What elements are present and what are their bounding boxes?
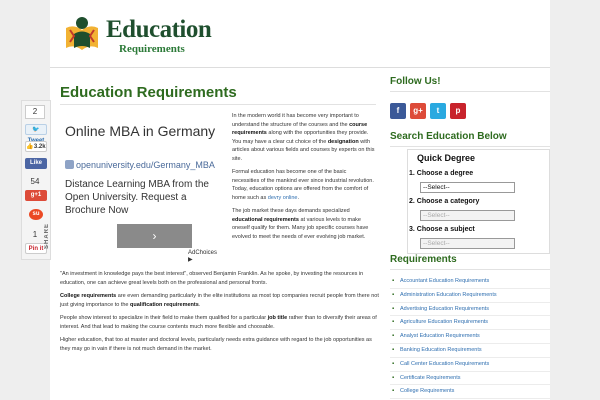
pinterest-icon: Pin it (28, 246, 44, 252)
list-item-label: Call Center Education Requirements (400, 360, 490, 367)
step-2-label: 2. Choose a category (409, 198, 480, 205)
intro-text-1: In the modern world it has become very important to understand the structure of the courses and the (232, 113, 359, 128)
body-text-3-end: rather than to diversify their areas of interest. And that lead to making the course contents much more flexible and choosable. (60, 315, 377, 330)
logo-title[interactable]: Education (106, 16, 212, 43)
intro-paragraph-1 (232, 112, 375, 163)
search-section (390, 131, 550, 147)
requirements-heading: Requirements (390, 254, 457, 265)
intro-paragraph-2 (232, 168, 375, 202)
ad-title[interactable]: Online MBA in Germany (65, 123, 216, 139)
requirements-list (390, 275, 550, 399)
category-select[interactable]: --Select-- (420, 210, 515, 221)
gplus-icon[interactable]: g+ (410, 103, 426, 119)
intro-bold-3: educational requirements (232, 216, 299, 223)
body-paragraph-4: Higher education, that too at master and doctoral levels, particularly needs extra guidance with regard to the job opportunities as they may go in vain if there is not much demand in the market. (60, 337, 372, 352)
page-title: Education Requirements (60, 84, 237, 101)
facebook-icon[interactable]: f (390, 103, 406, 119)
title-divider (60, 104, 376, 105)
facebook-like-button[interactable] (25, 158, 47, 169)
gplus-button[interactable] (25, 190, 47, 201)
list-item-label: Banking Education Requirements (400, 346, 482, 353)
gplus-count: 54 (30, 177, 40, 186)
ad-url-text: openuniversity.edu/Germany_MBA (76, 160, 215, 170)
bullet-icon: ▪ (392, 333, 395, 340)
ad-next-button[interactable] (117, 224, 192, 248)
pin-count: 1 (32, 230, 38, 239)
body-text-2-end: . (198, 301, 201, 308)
share-total-count: 2 (25, 105, 45, 119)
bullet-icon: ▪ (392, 374, 395, 381)
bullet-icon: ▪ (392, 319, 395, 326)
stumbleupon-button[interactable] (29, 209, 43, 220)
intro-bold-1: course requirements (232, 121, 368, 136)
chevron-right-icon: › (152, 229, 157, 243)
degree-select[interactable]: --Select-- (420, 182, 515, 193)
list-item-label: Analyst Education Requirements (400, 333, 480, 340)
sidebar (390, 76, 550, 395)
pinterest-icon[interactable]: p (450, 103, 466, 119)
intro-text-2: along with the opportunities they provide. You may have a clear cut choice of the (232, 130, 369, 145)
requirements-divider (390, 269, 550, 270)
body-text-3: People show interest to specialize in their field to make them qualified for a particular (60, 315, 267, 321)
bullet-icon: ▪ (392, 346, 395, 353)
step-1-label: 1. Choose a degree (409, 170, 474, 177)
list-item[interactable] (390, 330, 550, 344)
list-item[interactable] (390, 344, 550, 358)
search-divider (390, 146, 550, 147)
bullet-icon: ▪ (392, 388, 395, 395)
intro-column (232, 112, 375, 246)
list-item-label: Accountant Education Requirements (400, 278, 490, 284)
list-item[interactable] (390, 385, 550, 399)
intro-bold-2: designation (327, 138, 359, 145)
stumbleupon-icon: su (32, 211, 40, 217)
search-heading: Search Education Below (390, 131, 507, 142)
bullet-icon: ▪ (392, 278, 395, 284)
adchoices-icon[interactable]: AdChoices ▶ (188, 250, 218, 263)
ad-description: Distance Learning MBA from the Open University. Request a Brochure Now (65, 179, 209, 216)
body-bold-2: qualification requirements (130, 301, 199, 308)
list-item[interactable] (390, 372, 550, 386)
devry-online-link[interactable]: devry online (267, 194, 298, 201)
body-paragraph-2 (60, 292, 380, 309)
list-item-label: Agriculture Education Requirements (400, 319, 489, 326)
list-item-label: College Requirements (400, 388, 455, 395)
body-text-2: are even demanding particularly in the elite institutions as most top companies recruit people from there not just giving importance to the (60, 293, 379, 308)
bullet-icon: ▪ (392, 291, 395, 298)
intro-text-3: with articles about various fields and courses by experts on this site. (232, 138, 375, 162)
list-item[interactable] (390, 303, 550, 317)
ad-url[interactable] (65, 160, 215, 170)
follow-heading: Follow Us! (390, 76, 441, 87)
twitter-icon[interactable]: t (430, 103, 446, 119)
body-paragraph-3 (60, 314, 380, 331)
body-bold-3: job title (267, 315, 288, 321)
bullet-icon: ▪ (392, 360, 395, 367)
like-count: 3.2k (33, 144, 46, 150)
intro-text-5: . (297, 194, 299, 201)
body-bold-1: College requirements (60, 293, 117, 299)
gplus-icon: g+1 (30, 192, 42, 198)
step-3-label: 3. Choose a subject (409, 226, 475, 233)
site-header (50, 0, 550, 68)
tweet-button[interactable] (25, 124, 47, 135)
share-bar (21, 100, 51, 260)
subject-select[interactable]: --Select-- (420, 238, 515, 249)
like-count-button[interactable] (25, 141, 47, 152)
list-item-label: Administration Education Requirements (400, 291, 497, 298)
list-item[interactable] (390, 275, 550, 289)
logo-reader-icon[interactable] (64, 14, 100, 54)
ad-unit[interactable] (58, 114, 221, 262)
body-paragraph-1: "An investment in knowledge pays the best interest", observed Benjamin Franklin. As he spoke, by investing the resources in education, one can achieve great levels both on the professional and personal fronts. (60, 271, 364, 286)
tweet-icon: 🐦 (32, 127, 40, 133)
bullet-icon: ▪ (392, 305, 395, 312)
share-label: SHARE (44, 223, 50, 250)
quick-degree-finder (407, 149, 550, 254)
list-item[interactable] (390, 316, 550, 330)
quick-degree-title: Quick Degree (417, 153, 476, 163)
list-item-label: Advertising Education Requirements (400, 305, 489, 312)
like-label: Like (29, 160, 42, 166)
requirements-section (390, 254, 550, 270)
like-icon: 👍 (26, 144, 34, 150)
list-item-label: Certificate Requirements (400, 374, 461, 381)
page (26, 0, 550, 400)
follow-divider (390, 91, 550, 92)
intro-text-6: The job market these days demands specialized (232, 208, 350, 214)
intro-text-7: at various levels to make oneself qualify for them. Many job specific courses have evolved to meet the needs of ever evolving job market. (232, 216, 369, 240)
list-item[interactable] (390, 358, 550, 372)
list-item[interactable] (390, 289, 550, 303)
article-body (60, 270, 380, 358)
globe-icon (65, 160, 74, 169)
intro-paragraph-3 (232, 207, 375, 241)
logo-subtitle[interactable]: Requirements (119, 43, 185, 55)
intro-text-4: Formal education has become one of the basic necessities of the mankind ever since industrial revolution. Today, education options are offered from the comfort of home such as (232, 169, 374, 201)
